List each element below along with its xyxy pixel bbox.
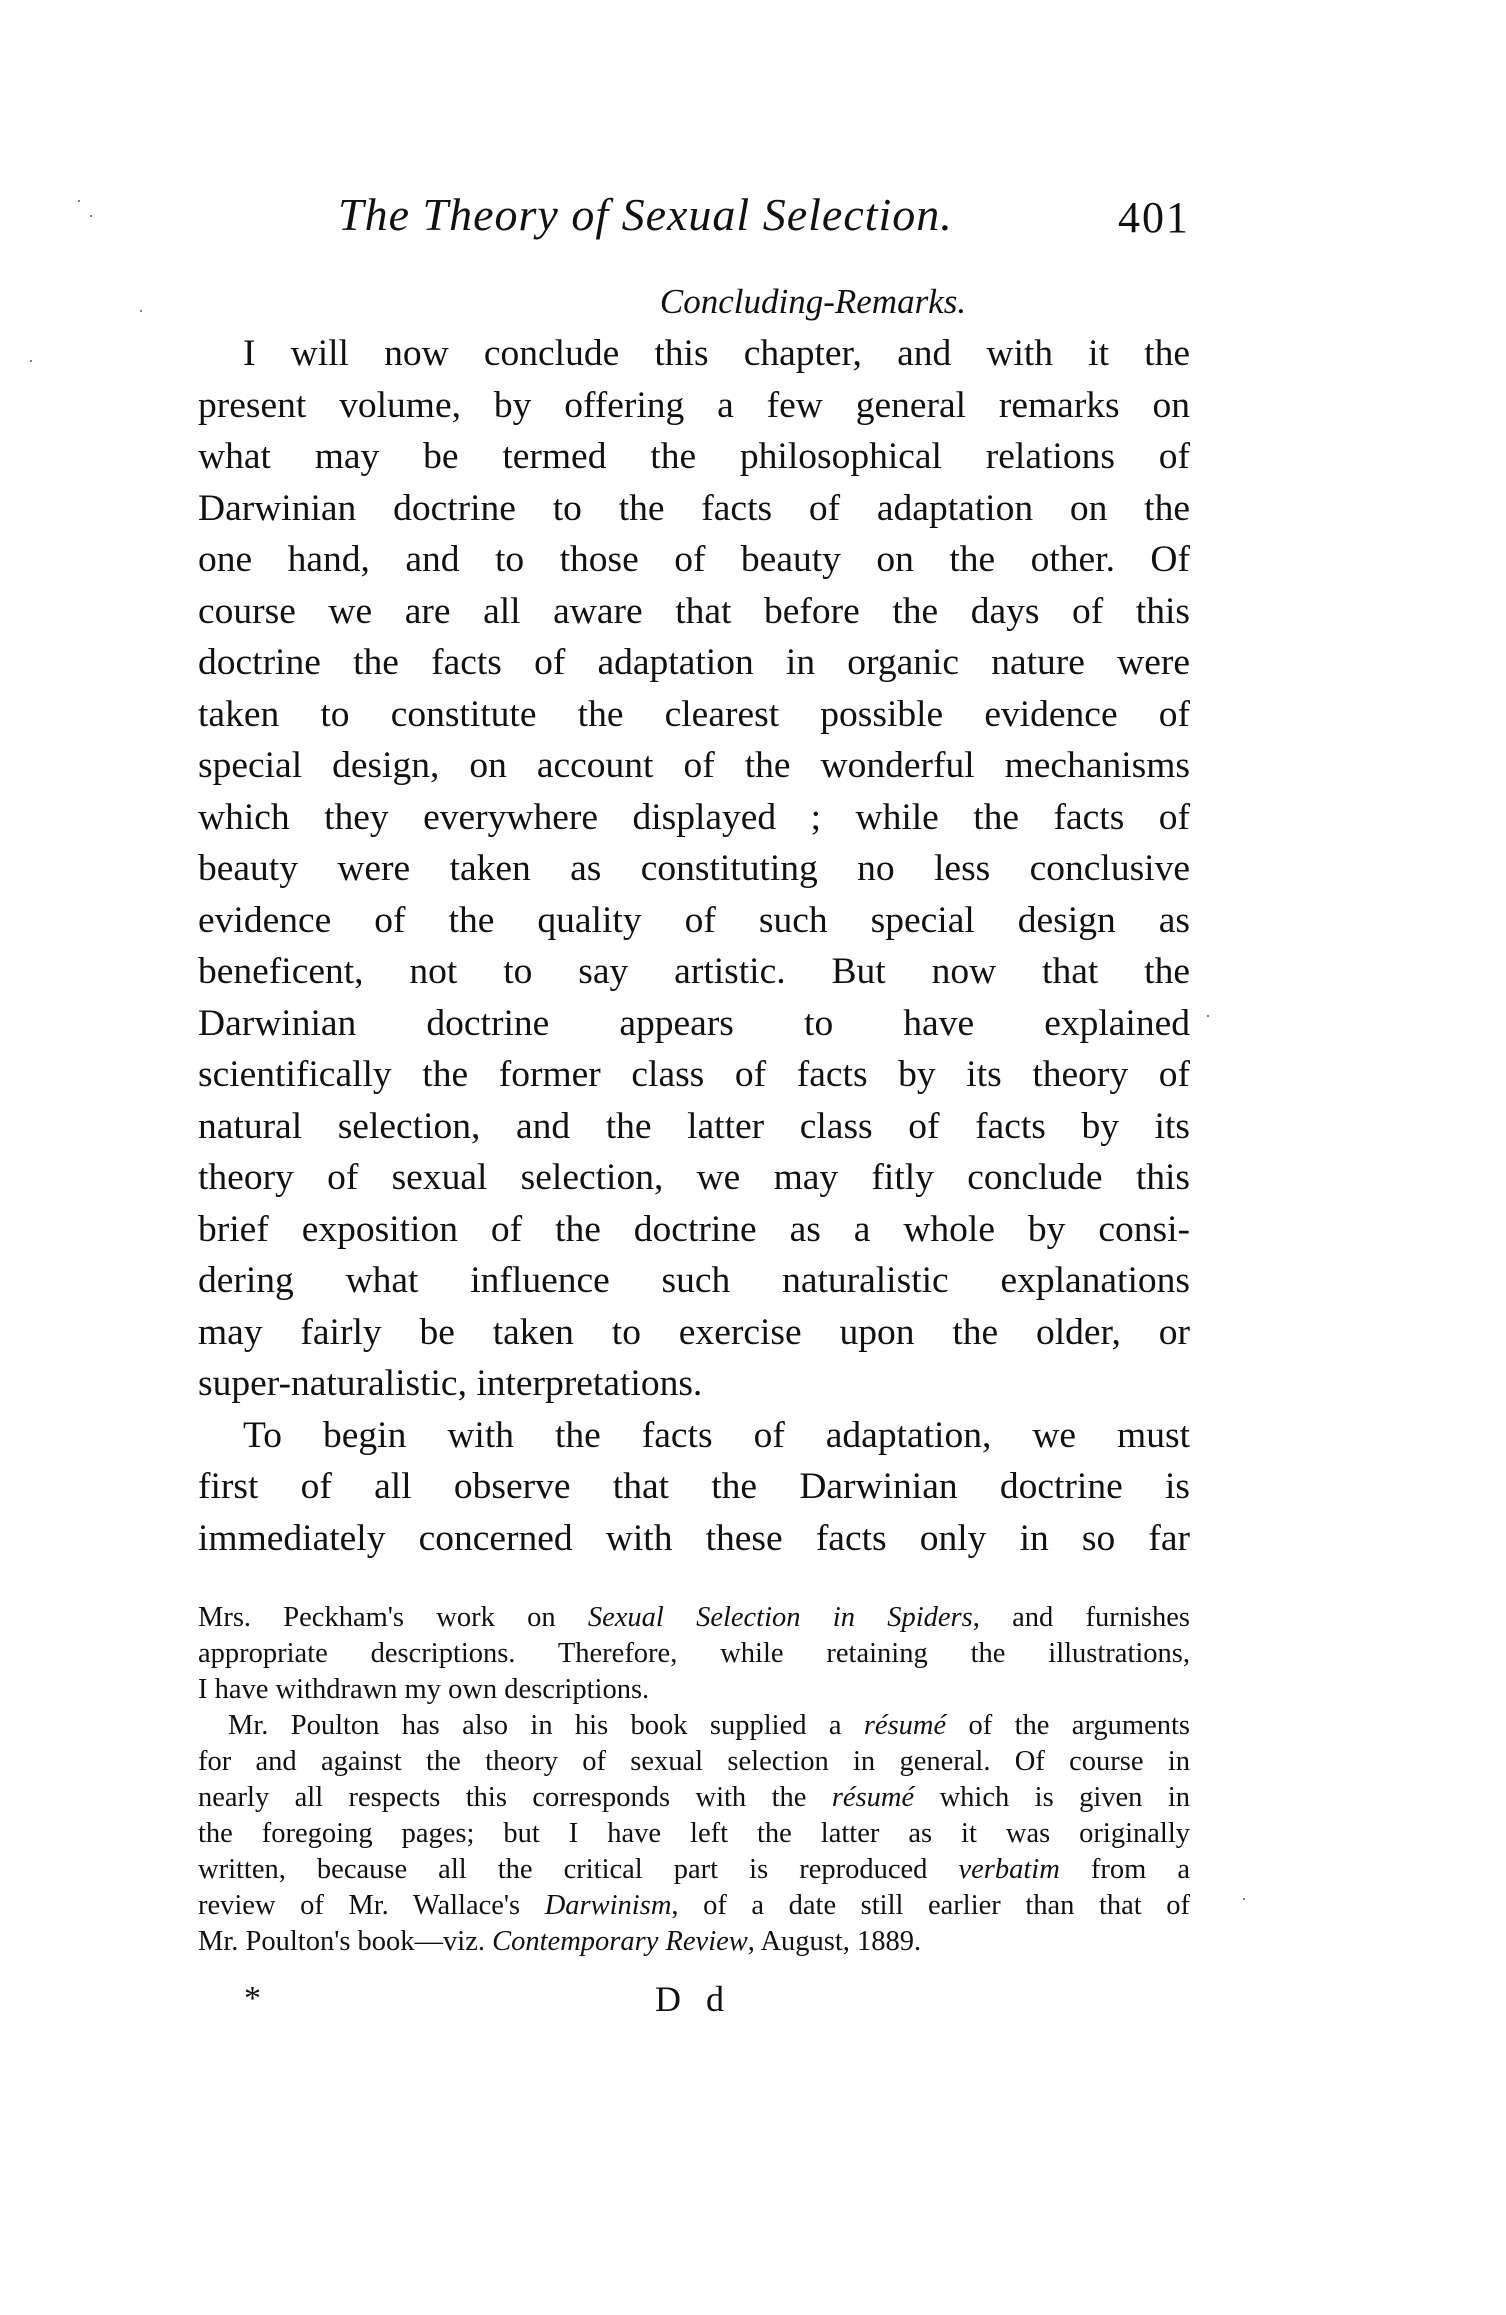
footnotes <box>198 1600 1190 1960</box>
book-title: Darwinism <box>544 1890 672 1921</box>
footnote-text: , of a date still earlier than that of <box>671 1890 1190 1921</box>
asterisk-mark: * <box>244 1980 261 2017</box>
footnote-2 <box>198 1708 1190 1960</box>
text-line: dering what influence such naturalistic explanations <box>198 1260 1190 1301</box>
page-number: 401 <box>1118 193 1190 242</box>
text-line: scientifically the former class of facts by its theory of <box>198 1054 1190 1095</box>
footnote-line <box>198 1708 1190 1744</box>
footnote-line: for and against the theory of sexual selection in general. Of course in <box>198 1746 1190 1777</box>
signature-mark: D d <box>655 1979 732 2019</box>
italic-term: résumé <box>863 1710 947 1741</box>
footnote-text: Mrs. Peckham's work on <box>198 1602 588 1633</box>
paragraph-2 <box>198 1410 1190 1565</box>
running-head <box>338 188 1198 248</box>
text-line: doctrine the facts of adaptation in organic nature were <box>198 642 1190 683</box>
text-line: To begin with the facts of adaptation, we must <box>243 1414 1190 1456</box>
text-line: special design, on account of the wonderful mechanisms <box>198 745 1190 786</box>
body-text <box>198 328 1190 1564</box>
text-line: beauty were taken as constituting no less conclusive <box>198 848 1190 889</box>
text-line: taken to constitute the clearest possible evidence of <box>198 693 1190 735</box>
text-line: beneficent, not to say artistic. But now that the <box>198 951 1190 992</box>
footnote-text: of the arguments <box>946 1710 1191 1741</box>
running-title: The Theory of Sexual Selection. <box>338 189 953 240</box>
text-line: Darwinian doctrine appears to have explained <box>198 1002 1190 1044</box>
text-line: theory of sexual selection, we may fitly conclude this <box>198 1157 1190 1198</box>
paragraph-1 <box>198 328 1190 1410</box>
footnote-line <box>198 1924 1190 1960</box>
footnote-line <box>198 1600 1190 1636</box>
text-line: natural selection, and the latter class of facts by its <box>198 1105 1190 1147</box>
text-line: brief exposition of the doctrine as a whole by consi- <box>198 1208 1190 1250</box>
footnote-line: appropriate descriptions. Therefore, while retaining the illustrations, <box>198 1638 1190 1669</box>
footnote-line <box>198 1780 1190 1816</box>
text-line: Darwinian doctrine to the facts of adaptation on the <box>198 487 1190 529</box>
footnote-text: Mr. Poulton's book—viz. <box>198 1926 493 1957</box>
footnote-text: nearly all respects this corresponds with the <box>198 1782 832 1813</box>
italic-term: verbatim <box>958 1854 1060 1885</box>
text-line: what may be termed the philosophical relations of <box>198 436 1190 477</box>
text-line: which they everywhere displayed ; while the facts of <box>198 796 1190 838</box>
section-heading: Concluding-Remarks. <box>659 282 967 321</box>
footnote-line <box>198 1852 1190 1888</box>
scan-speck <box>78 200 80 202</box>
footnote-1 <box>198 1600 1190 1708</box>
footnote-text: , and furnishes <box>972 1602 1190 1633</box>
text-line: immediately concerned with these facts only in so far <box>198 1517 1190 1559</box>
scan-speck <box>140 310 142 312</box>
footnote-text: which is given in <box>914 1782 1190 1813</box>
text-line: one hand, and to those of beauty on the other. Of <box>198 539 1190 580</box>
text-line: course we are all aware that before the days of this <box>198 590 1190 632</box>
footnote-line: the foregoing pages; but I have left the latter as it was originally <box>198 1818 1190 1849</box>
footnote-text: review of Mr. Wallace's <box>198 1890 545 1921</box>
book-title: Sexual Selection in Spiders <box>587 1602 973 1633</box>
text-line: first of all observe that the Darwinian doctrine is <box>198 1466 1190 1507</box>
footnote-text: Mr. Poulton has also in his book supplied a <box>228 1710 864 1741</box>
scan-speck <box>30 360 32 362</box>
footnote-line <box>198 1888 1190 1924</box>
footnote-text: from a <box>1059 1854 1190 1885</box>
text-line: may fairly be taken to exercise upon the older, or <box>198 1311 1190 1353</box>
text-line: evidence of the quality of such special design as <box>198 899 1190 941</box>
journal-title: Contemporary Review <box>492 1926 748 1957</box>
footnote-text: written, because all the critical part is reproduced <box>198 1854 959 1885</box>
italic-term: résumé <box>831 1782 915 1813</box>
text-line: present volume, by offering a few general remarks on <box>198 384 1190 426</box>
footnote-line: I have withdrawn my own descriptions. <box>198 1674 650 1705</box>
text-line: super-naturalistic, interpretations. <box>198 1363 703 1404</box>
scan-speck <box>90 215 92 217</box>
footnote-text: , August, 1889. <box>747 1926 922 1957</box>
scan-speck <box>1207 1015 1209 1017</box>
scan-speck <box>1243 1898 1245 1900</box>
text-line: I will now conclude this chapter, and with it the <box>243 333 1190 374</box>
